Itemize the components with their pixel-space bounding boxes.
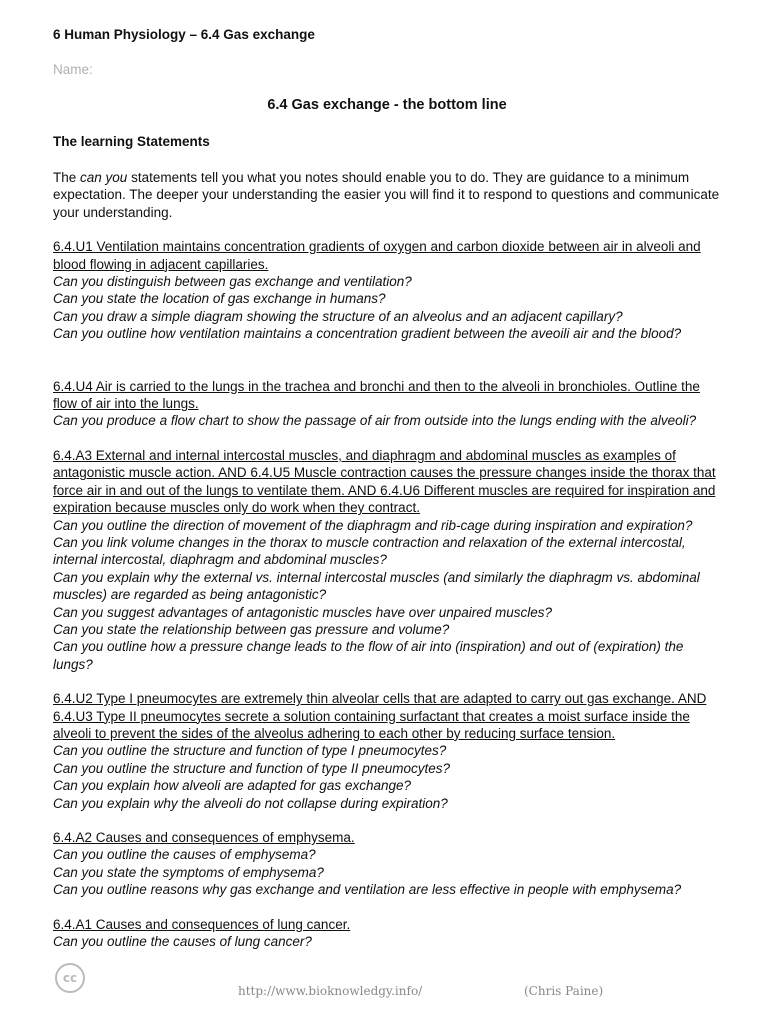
question: Can you explain how alveoli are adapted for gas exchange? <box>53 778 411 794</box>
learning-statement: 6.4.A2 Causes and consequences of emphysema. <box>53 830 355 845</box>
footer-author: (Chris Paine) <box>524 984 604 998</box>
intro-paragraph <box>53 169 721 221</box>
question: Can you suggest advantages of antagonistic muscles have over unpaired muscles? <box>53 604 553 620</box>
question: Can you link volume changes in the thorax to muscle contraction and relaxation of the external intercostal, internal intercostal, diaphragm and abdominal muscles? <box>53 534 686 568</box>
page-footer <box>0 983 768 1003</box>
document-header: 6 Human Physiology – 6.4 Gas exchange <box>53 27 315 42</box>
section-u2 <box>53 690 721 812</box>
intro-post: statements tell you what you notes should enable you to do. They are guidance to a minimum expectation. The deeper your understanding the easier you will find it to respond to questions and communicate your understanding. <box>53 170 720 220</box>
section-u1 <box>53 238 721 342</box>
question: Can you outline the causes of lung cancer? <box>53 934 312 950</box>
section-a2 <box>53 829 721 899</box>
question: Can you outline the direction of movement of the diaphragm and rib-cage during inspiration and expiration? <box>53 517 693 533</box>
question: Can you outline how a pressure change leads to the flow of air into (inspiration) and out of (expiration) the lungs? <box>53 639 684 672</box>
learning-statement: 6.4.U2 Type I pneumocytes are extremely thin alveolar cells that are adapted to carry out gas exchange. AND 6.4.U3 Type II pneumocytes secrete a solution containing surfactant that creates a moist surface inside the alveoli to prevent the sides of the alveolus adhering to each other by reducing surface tension. <box>53 691 707 741</box>
learning-statement: 6.4.U1 Ventilation maintains concentration gradients of oxygen and carbon dioxide between air in alveoli and blood flowing in adjacent capillaries. <box>53 239 701 272</box>
intro-pre: The <box>53 170 81 185</box>
question: Can you state the symptoms of emphysema? <box>53 864 324 880</box>
section-u4 <box>53 378 721 430</box>
question: Can you outline the structure and function of type II pneumocytes? <box>53 760 450 776</box>
learning-statement: 6.4.A1 Causes and consequences of lung cancer. <box>53 916 351 932</box>
question: Can you outline the causes of emphysema? <box>53 847 316 863</box>
learning-statement: 6.4.A3 External and internal intercostal muscles, and diaphragm and abdominal muscles as examples of antagonistic muscle action. AND 6.4.U5 Muscle contraction causes the pressure changes inside the thorax that force air in and out of the lungs to ventilate them. AND 6.4.U6 Different muscles are required for inspiration and expiration because muscles only do work when they contract. <box>53 447 716 516</box>
footer-url-link[interactable]: http://www.bioknowledgy.info/ <box>238 984 423 998</box>
section-a3 <box>53 447 721 673</box>
question: Can you draw a simple diagram showing the structure of an alveolus and an adjacent capillary? <box>53 308 623 324</box>
section-a1 <box>53 916 721 951</box>
document-page <box>53 26 721 950</box>
question: Can you state the location of gas exchange in humans? <box>53 291 386 307</box>
question: Can you outline the structure and function of type I pneumocytes? <box>53 743 447 759</box>
question: Can you explain why the external vs. internal intercostal muscles (and similarly the diaphragm vs. abdominal muscles) are regarded as being antagonistic? <box>53 569 700 603</box>
intro-emphasis: can you <box>80 170 128 185</box>
question: Can you explain why the alveoli do not collapse during expiration? <box>53 795 448 811</box>
question: Can you produce a flow chart to show the passage of air from outside into the lungs ending with the alveoli? <box>53 413 697 429</box>
page-title: 6.4 Gas exchange - the bottom line <box>267 97 507 113</box>
question: Can you distinguish between gas exchange and ventilation? <box>53 274 412 290</box>
learning-statements-heading: The learning Statements <box>53 134 210 149</box>
question: Can you outline reasons why gas exchange and ventilation are less effective in people with emphysema? <box>53 882 682 898</box>
name-field-label: Name: <box>53 62 93 77</box>
question: Can you outline how ventilation maintains a concentration gradient between the aveoili air and the blood? <box>53 326 682 342</box>
creative-commons-icon: cc <box>55 963 85 993</box>
learning-statement: 6.4.U4 Air is carried to the lungs in the trachea and bronchi and then to the alveoli in bronchioles. Outline the flow of air into the lungs. <box>53 378 700 412</box>
question: Can you state the relationship between gas pressure and volume? <box>53 621 450 637</box>
